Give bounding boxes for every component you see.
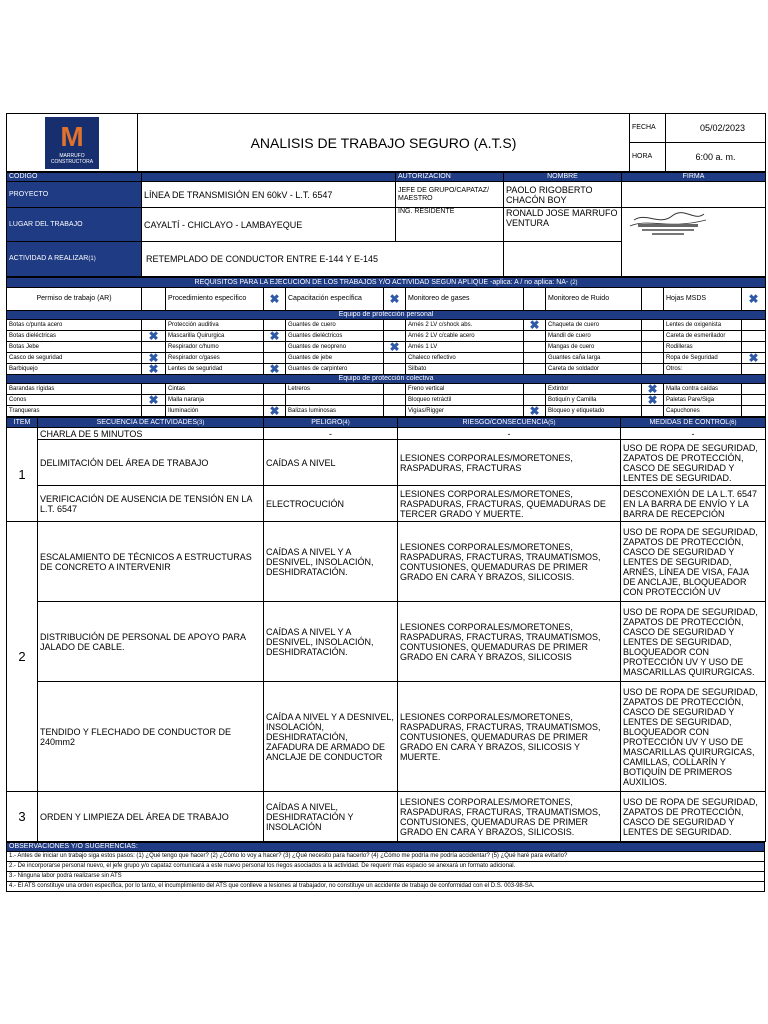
epc-item-extintor: Extintor — [546, 384, 642, 395]
requisito-monitoreo-de-gases-check[interactable] — [524, 288, 546, 311]
epc-item-letreros: Letreros — [286, 384, 384, 395]
riesgo-text: LESIONES CORPORALES/MORETONES, RASPADURAS, FRACTURAS, TRAUMATISMOS, CONTUSIONES, QUEMADURAS DE PRIMER GRADO EN CARA Y BRAZOS, SILICOSIS — [398, 602, 621, 682]
riesgo-text: LESIONES CORPORALES/MORETONES, RASPADURAS, FRACTURAS, TRAUMATISMOS, CONTUSIONES, QUEMADURAS DE PRIMER GRADO EN CARA Y BRAZOS, SILICOSIS. — [398, 522, 621, 602]
epp-row — [7, 353, 766, 364]
epp-item-botas-dielectricas: Botas dieléctricas — [7, 331, 142, 342]
epp-item-proteccion-auditiva: Protección auditiva — [166, 320, 264, 331]
epc-item-capuchones: Capuchones — [664, 406, 742, 417]
epp-item-ropa-de-seguridad: Ropa de Seguridad — [664, 353, 742, 364]
epp-item-respirador-c-gases: Respirador c/gases — [166, 353, 264, 364]
medidas-header: MEDIDAS DE CONTROL(6) — [621, 418, 766, 428]
epp-item-botas-c-punta-acero: Botas c/punta acero — [7, 320, 142, 331]
activity-text: VERIFICACIÓN DE AUSENCIA DE TENSIÓN EN LA L.T. 6547 — [38, 486, 264, 522]
medidas-text: USO DE ROPA DE SEGURIDAD, ZAPATOS DE PROTECCIÓN, CASCO DE SEGURIDAD Y LENTES DE SEGURIDAD. — [621, 792, 766, 842]
epc-item-malla-naranja-check[interactable] — [264, 395, 286, 406]
charla-peligro: - — [264, 428, 398, 440]
epp-item-arnes-2-lv-c-shock-abs: Arnés 2 LV c/shock abs. — [406, 320, 524, 331]
header-table — [6, 113, 766, 172]
epc-item-balizas-luminosas-check[interactable] — [384, 406, 406, 417]
epp-item-respirador-c-humo-check[interactable] — [264, 342, 286, 353]
observacion-row — [7, 852, 765, 862]
requirements-table — [6, 277, 766, 417]
x-mark-icon[interactable]: ✖ — [264, 406, 286, 417]
riesgo-text: LESIONES CORPORALES/MORETONES, RASPADURAS, FRACTURAS, TRAUMATISMOS, CONTUSIONES, QUEMADURAS DE PRIMER GRADO EN CARA Y BRAZOS, SILICOSIS Y MUERTE. — [398, 682, 621, 792]
x-mark-icon[interactable]: ✖ — [142, 364, 166, 375]
epp-item-proteccion-auditiva-check[interactable] — [264, 320, 286, 331]
epp-item-arnes-2-lv-c-cable-acero-check[interactable] — [524, 331, 546, 342]
epc-item-malla-contra-caidas: Malla contra caídas — [664, 384, 742, 395]
observaciones-table — [6, 842, 765, 892]
epp-item-mangas-de-cuero-check[interactable] — [642, 342, 664, 353]
epc-item-iluminacion: Iluminación — [166, 406, 264, 417]
actividad-blank — [504, 242, 622, 277]
epc-item-bloqueo-y-etiquetado-check[interactable] — [642, 406, 664, 417]
epp-item-careta-de-esmerilador: Careta de esmerilador — [664, 331, 742, 342]
epc-section — [7, 375, 766, 417]
residente-nombre: RONALD JOSE MARRUFO VENTURA — [504, 208, 622, 242]
activity-text: DELIMITACIÓN DEL ÁREA DE TRABAJO — [38, 440, 264, 486]
charla-text: CHARLA DE 5 MINUTOS — [38, 428, 264, 440]
fecha-value: 05/02/2023 — [666, 114, 766, 143]
epp-item-guantes-dielectricos: Guantes dieléctricos — [286, 331, 384, 342]
activity-row — [7, 440, 766, 486]
epp-row — [7, 342, 766, 353]
activity-row — [7, 522, 766, 602]
x-mark-icon[interactable]: ✖ — [264, 331, 286, 342]
hora-value: 6:00 a. m. — [666, 143, 766, 172]
requisitos-row — [7, 288, 766, 311]
x-mark-icon[interactable]: ✖ — [142, 395, 166, 406]
epp-item-guantes-cana-larga-check[interactable] — [642, 353, 664, 364]
secuencia-header: SECUENCIA DE ACTIVIDADES(3) — [38, 418, 264, 428]
epp-item-guantes-de-carpintero: Guantes de carpintero — [286, 364, 384, 375]
riesgo-text: LESIONES CORPORALES/MORETONES, RASPADURAS, FRACTURAS, QUEMADURAS DE TERCER GRADO Y MUERTE. — [398, 486, 621, 522]
charla-row — [7, 428, 766, 440]
epp-item-respirador-c-humo: Respirador c/humo — [166, 342, 264, 353]
activity-row — [7, 682, 766, 792]
activity-text: ESCALAMIENTO DE TÉCNICOS A ESTRUCTURAS DE CONCRETO A INTERVENIR — [38, 522, 264, 602]
epc-item-freno-vertical: Freno vertical — [406, 384, 524, 395]
medidas-text: USO DE ROPA DE SEGURIDAD, ZAPATOS DE PROTECCIÓN, CASCO DE SEGURIDAD Y LENTES DE SEGURIDAD, BLOQUEADOR CON PROTECCIÓN UV Y USO DE MASCARILLAS QUIRURGICAS, CAMILLAS, COLLARÍN Y BOTIQUÍN DE PRIMEROS AUXILIOS. — [621, 682, 766, 792]
epc-item-paletas-pare-siga-check[interactable] — [742, 395, 766, 406]
requisitos-section — [7, 278, 766, 311]
requisitos-title: REQUISITOS PARA LA EJECUCIÓN DE LOS TRABAJOS Y/O ACTIVIDAD SEGÚN APLIQUE -aplica: A / no aplica: NA- (2) — [7, 278, 766, 288]
epp-item-arnes-2-lv-c-cable-acero: Arnés 2 LV c/cable acero — [406, 331, 524, 342]
lugar-label: LUGAR DEL TRABAJO — [7, 208, 142, 242]
activities-table — [6, 417, 766, 842]
epc-item-blank-check[interactable] — [384, 395, 406, 406]
epc-item-malla-contra-caidas-check[interactable] — [742, 384, 766, 395]
epp-item-botas-c-punta-acero-check[interactable] — [142, 320, 166, 331]
epc-item-malla-naranja: Malla naranja — [166, 395, 264, 406]
observacion-row — [7, 872, 765, 882]
epp-section — [7, 311, 766, 375]
epp-row — [7, 320, 766, 331]
epp-row — [7, 331, 766, 342]
epc-item-tranqueras-check[interactable] — [142, 406, 166, 417]
epc-item-bloqueo-y-etiquetado: Bloqueo y etiquetado — [546, 406, 642, 417]
epp-item-mascarilla-quirurgica: Mascarilla Quirurgica — [166, 331, 264, 342]
epc-item-balizas-luminosas: Balizas luminosas — [286, 406, 384, 417]
epp-item-botas-jebe-check[interactable] — [142, 342, 166, 353]
epp-item-otros-check[interactable] — [742, 364, 766, 375]
x-mark-icon[interactable]: ✖ — [642, 395, 664, 406]
requisito-capacitacion-especifica: Capacitación específica — [286, 288, 384, 311]
requisito-procedimiento-especifico: Procedimiento específico — [166, 288, 264, 311]
epc-row — [7, 406, 766, 417]
observacion-text: 3.- Ninguna labor podrá realizarse sin ATS — [7, 872, 765, 882]
peligro-header: PELIGRO(4) — [264, 418, 398, 428]
epc-item-bloqueo-retractil: Bloqueo retráctil — [406, 395, 524, 406]
epp-item-otros: Otros: — [664, 364, 742, 375]
proyecto-value: LÍNEA DE TRANSMISIÓN EN 60kV - L.T. 6547 — [142, 182, 396, 208]
peligro-text: CAÍDAS A NIVEL Y A DESNIVEL, INSOLACIÓN, DESHIDRATACIÓN. — [264, 602, 398, 682]
item-number: 1 — [7, 428, 38, 522]
epc-row — [7, 384, 766, 395]
epp-item-guantes-dielectricos-check[interactable] — [384, 331, 406, 342]
epp-item-respirador-c-gases-check[interactable] — [264, 353, 286, 364]
epc-item-capuchones-check[interactable] — [742, 406, 766, 417]
peligro-text: CAÍDA A NIVEL Y A DESNIVEL, INSOLACIÓN, DESHIDRATACIÓN, ZAFADURA DE ARMADO DE ANCLAJE DE CONDUCTOR — [264, 682, 398, 792]
jefe-firma — [622, 182, 766, 208]
riesgo-header: RIESGO/CONSECUENCIA(5) — [398, 418, 621, 428]
medidas-text: USO DE ROPA DE SEGURIDAD, ZAPATOS DE PROTECCIÓN, CASCO DE SEGURIDAD Y LENTES DE SEGURIDAD, BLOQUEADOR CON PROTECCIÓN UV Y USO DE MASCARILLAS QUIRURGICAS. — [621, 602, 766, 682]
firma-label: FIRMA — [622, 173, 766, 182]
epp-item-chaleco-reflectivo: Chaleco reflectivo — [406, 353, 524, 364]
lugar-value: CAYALTÍ - CHICLAYO - LAMBAYEQUE — [142, 208, 396, 242]
x-mark-icon[interactable]: ✖ — [264, 364, 286, 375]
epc-item-conos: Conos — [7, 395, 142, 406]
requisito-hojas-msds: Hojas MSDS — [664, 288, 742, 311]
medidas-text: USO DE ROPA DE SEGURIDAD, ZAPATOS DE PROTECCIÓN, CASCO DE SEGURIDAD Y LENTES DE SEGURIDAD. — [621, 440, 766, 486]
epp-item-guantes-de-cuero: Guantes de cuero — [286, 320, 384, 331]
epp-item-careta-de-soldador: Careta de soldador — [546, 364, 642, 375]
codigo-label: CÓDIGO — [7, 173, 142, 182]
epc-item-blank — [286, 395, 384, 406]
epp-item-rodilleras: Rodilleras — [664, 342, 742, 353]
info-table — [6, 172, 766, 277]
epp-item-arnes-1-lv-check[interactable] — [524, 342, 546, 353]
epc-item-barandas-rigidas: Barandas rígidas — [7, 384, 142, 395]
actividad-label: ACTIVIDAD A REALIZAR(1) — [7, 242, 142, 277]
epc-item-vigias-rigger: Vigías/Rigger — [406, 406, 524, 417]
charla-medidas: - — [621, 428, 766, 440]
epp-item-lentes-de-seguridad: Lentes de seguridad — [166, 364, 264, 375]
proyecto-label: PROYECTO — [7, 182, 142, 208]
jefe-nombre: PAOLO RIGOBERTO CHACÓN BOY — [504, 182, 622, 208]
epp-item-guantes-de-jebe: Guantes de jebe — [286, 353, 384, 364]
fecha-label: FECHA — [630, 114, 666, 143]
epp-item-arnes-1-lv: Arnés 1 LV — [406, 342, 524, 353]
x-mark-icon[interactable]: ✖ — [742, 353, 766, 364]
epp-item-botas-jebe: Botas Jebe — [7, 342, 142, 353]
observacion-text: 1.- Antes de iniciar un trabajo siga estos pasos: (1) ¿Qué tengo que hacer? (2) ¿Cómo lo voy a hacer? (3) ¿Qué necesito para hacerlo? (4) ¿Cómo me podría me podría accidentar? (5) ¿Qué haré para evitarlo? — [7, 852, 765, 862]
epp-item-casco-de-seguridad: Casco de seguridad — [7, 353, 142, 364]
residente-firma — [622, 208, 766, 277]
epp-item-mandil-de-cuero-check[interactable] — [642, 331, 664, 342]
epp-item-chaqueta-de-cuero: Chaqueta de cuero — [546, 320, 642, 331]
signature-stamp-icon — [624, 208, 710, 238]
nombre-label: NOMBRE — [504, 173, 622, 182]
jefe-label: JEFE DE GRUPO/CAPATAZ/ MAESTRO — [396, 182, 504, 208]
epp-item-barbiquejo: Barbiquejo — [7, 364, 142, 375]
activities-body — [7, 428, 766, 842]
peligro-text: CAÍDAS A NIVEL Y A DESNIVEL, INSOLACIÓN, DESHIDRATACIÓN. — [264, 522, 398, 602]
epp-item-chaqueta-de-cuero-check[interactable] — [642, 320, 664, 331]
x-mark-icon[interactable]: ✖ — [384, 342, 406, 353]
x-mark-icon[interactable]: ✖ — [142, 353, 166, 364]
x-mark-icon[interactable]: ✖ — [142, 331, 166, 342]
medidas-text: DESCONEXIÓN DE LA L.T. 6547 EN LA BARRA DE ENVÍO Y LA BARRA DE RECEPCIÓN — [621, 486, 766, 522]
epp-item-guantes-de-cuero-check[interactable] — [384, 320, 406, 331]
epc-item-cintas: Cintas — [166, 384, 264, 395]
requisito-permiso-de-trabajo-ar: Permiso de trabajo (AR) — [7, 288, 142, 311]
epp-title: Equipo de protección personal — [7, 311, 766, 320]
epc-item-letreros-check[interactable] — [384, 384, 406, 395]
actividad-value: RETEMPLADO DE CONDUCTOR ENTRE E-144 Y E-145 — [142, 242, 504, 277]
document-title: ANALISIS DE TRABAJO SEGURO (A.T.S) — [138, 114, 630, 172]
peligro-text: CAÍDAS A NIVEL — [264, 440, 398, 486]
epc-item-cintas-check[interactable] — [264, 384, 286, 395]
epp-item-chaleco-reflectivo-check[interactable] — [524, 353, 546, 364]
epp-item-silbato-check[interactable] — [524, 364, 546, 375]
epp-item-rodilleras-check[interactable] — [742, 342, 766, 353]
epp-item-lentes-de-oxigenista-check[interactable] — [742, 320, 766, 331]
activity-text: TENDIDO Y FLECHADO DE CONDUCTOR DE 240mm2 — [38, 682, 264, 792]
epp-item-mangas-de-cuero: Mangas de cuero — [546, 342, 642, 353]
item-number: 3 — [7, 792, 38, 842]
item-number: 2 — [7, 522, 38, 792]
epp-item-lentes-de-oxigenista: Lentes de oxigenista — [664, 320, 742, 331]
epc-row — [7, 395, 766, 406]
riesgo-text: LESIONES CORPORALES/MORETONES, RASPADURAS, FRACTURAS, TRAUMATISMOS, CONTUSIONES, QUEMADURAS DE PRIMER GRADO EN CARA Y BRAZOS, SILICOSIS. — [398, 792, 621, 842]
epp-item-guantes-de-neopreno: Guantes de neopreno — [286, 342, 384, 353]
company-logo: M MARRUFO CONSTRUCTORA — [45, 117, 99, 169]
observacion-text: 4.- El ATS constituye una orden específica, por lo tanto, el incumplimiento del ATS que conlleve a lesiones al trabajador, no constituye un accidente de trabajo de conformidad con el D.S. 003-98-SA. — [7, 882, 765, 892]
epp-item-silbato: Silbato — [406, 364, 524, 375]
epc-item-freno-vertical-check[interactable] — [524, 384, 546, 395]
x-mark-icon[interactable]: ✖ — [742, 288, 766, 311]
x-mark-icon[interactable]: ✖ — [264, 288, 286, 311]
epp-row — [7, 364, 766, 375]
residente-label: ING. RESIDENTE — [396, 208, 504, 242]
item-header: ITEM — [7, 418, 38, 428]
epp-item-careta-de-esmerilador-check[interactable] — [742, 331, 766, 342]
epc-item-botiquin-y-camilla: Botiquín y Camilla — [546, 395, 642, 406]
activity-row — [7, 602, 766, 682]
medidas-text: USO DE ROPA DE SEGURIDAD, ZAPATOS DE PROTECCIÓN, CASCO DE SEGURIDAD Y LENTES DE SEGURIDAD, ARNÉS, LÍNEA DE VISA, FAJA DE ANCLAJE, BLOQUEADOR CON PROTECCIÓN UV — [621, 522, 766, 602]
observacion-text: 2.- De incorporarse personal nuevo, el jefe grupo y/o capataz comunicará a este nuevo personal los riegos asociados a la actividad. De requerir más espacio se anexará un formato adicional. — [7, 862, 765, 872]
epc-item-tranqueras: Tranqueras — [7, 406, 142, 417]
epp-item-mandil-de-cuero: Mandil de cuero — [546, 331, 642, 342]
riesgo-text: LESIONES CORPORALES/MORETONES, RASPADURAS, FRACTURAS — [398, 440, 621, 486]
epp-item-guantes-cana-larga: Guantes caña larga — [546, 353, 642, 364]
charla-riesgo: - — [398, 428, 621, 440]
epp-item-careta-de-soldador-check[interactable] — [642, 364, 664, 375]
activity-text: ORDEN Y LIMPIEZA DEL ÁREA DE TRABAJO — [38, 792, 264, 842]
peligro-text: CAÍDAS A NIVEL, DESHIDRATACIÓN Y INSOLACIÓN — [264, 792, 398, 842]
observacion-row — [7, 882, 765, 892]
logo-cell — [7, 114, 138, 172]
x-mark-icon[interactable]: ✖ — [642, 384, 664, 395]
activity-text: DISTRIBUCIÓN DE PERSONAL DE APOYO PARA JALADO DE CABLE. — [38, 602, 264, 682]
requisito-monitoreo-de-gases: Monitoreo de gases — [406, 288, 524, 311]
activity-row — [7, 792, 766, 842]
activity-row — [7, 486, 766, 522]
requisito-monitoreo-de-ruido-check[interactable] — [642, 288, 664, 311]
observacion-row — [7, 862, 765, 872]
x-mark-icon[interactable]: ✖ — [524, 320, 546, 331]
ats-form — [6, 113, 765, 892]
logo-text: MARRUFO CONSTRUCTORA — [50, 152, 94, 165]
x-mark-icon[interactable]: ✖ — [524, 406, 546, 417]
epc-item-barandas-rigidas-check[interactable] — [142, 384, 166, 395]
epp-item-guantes-de-jebe-check[interactable] — [384, 353, 406, 364]
peligro-text: ELECTROCUCIÓN — [264, 486, 398, 522]
autorizacion-label: AUTORIZACION — [396, 173, 504, 182]
x-mark-icon[interactable]: ✖ — [384, 288, 406, 311]
observaciones-title: OBSERVACIONES Y/O SUGERENCIAS: — [7, 843, 765, 852]
requisito-permiso-de-trabajo-ar-check[interactable] — [142, 288, 166, 311]
epc-title: Equipo de protección colectiva — [7, 375, 766, 384]
hora-label: HORA — [630, 143, 666, 172]
epp-item-guantes-de-carpintero-check[interactable] — [384, 364, 406, 375]
requisito-monitoreo-de-ruido: Monitoreo de Ruido — [546, 288, 642, 311]
epc-item-bloqueo-retractil-check[interactable] — [524, 395, 546, 406]
codigo-value — [142, 173, 396, 182]
epc-item-paletas-pare-siga: Paletas Pare/Siga — [664, 395, 742, 406]
